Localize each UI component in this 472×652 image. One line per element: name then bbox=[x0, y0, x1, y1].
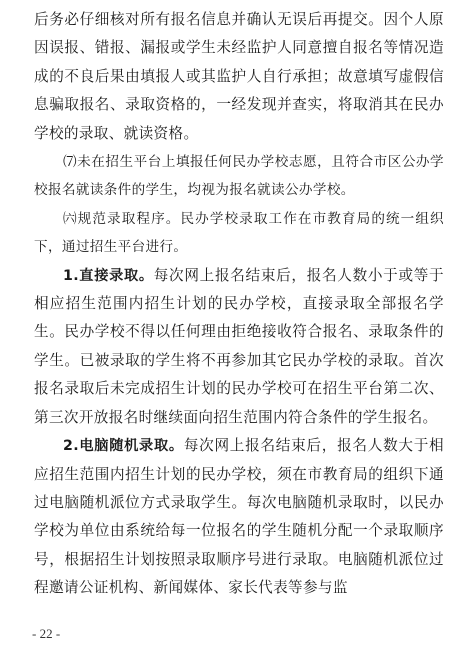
paragraph-text: ⑺未在招生平台上填报任何民办学校志愿，且符合市区公办学校报名就读条件的学生，均视为报名就读公办学校。 bbox=[34, 154, 444, 199]
page-number: - 22 - bbox=[32, 626, 61, 641]
paragraph-text: ㈥规范录取程序。民办学校录取工作在市教育局的统一组织下，通过招生平台进行。 bbox=[34, 210, 444, 256]
paragraph-admission-procedure bbox=[34, 205, 444, 262]
paragraph-lead-heading: 1.直接录取。 bbox=[63, 267, 154, 284]
paragraph-lead-heading: 2.电脑随机录取。 bbox=[63, 438, 184, 455]
document-body bbox=[34, 6, 444, 603]
paragraph-default-public-school bbox=[34, 148, 444, 205]
paragraph-direct-admission bbox=[34, 262, 444, 432]
paragraph-registration-responsibility bbox=[34, 6, 444, 148]
paragraph-text: 每次网上报名结束后，报名人数小于或等于相应招生范围内招生计划的民办学校，直接录取全部报名学生。民办学校不得以任何理由拒绝接收符合报名、录取条件的学生。已被录取的学生将不再参加其它民办学校的录取。首次报名录取后未完成招生计划的民办学校可在招生平台第二次、第三次开放报名时继续面向招生范围内符合条件的学生报名。 bbox=[34, 266, 445, 426]
paragraph-text: 后务必仔细核对所有报名信息并确认无误后再提交。因个人原因误报、错报、漏报或学生未经监护人同意擅自报名等情况造成的不良后果由填报人或其监护人自行承担；故意填写虚假信息骗取报名、录取资格的，一经发现并查实，将取消其在民办学校的录取、就读资格。 bbox=[34, 11, 444, 142]
paragraph-random-admission bbox=[34, 432, 444, 602]
paragraph-text: 每次网上报名结束后，报名人数大于相应招生范围内招生计划的民办学校，须在市教育局的组织下通过电脑随机派位方式录取学生。每次电脑随机录取时，以民办学校为单位由系统给每一位报名的学生随机分配一个录取顺序号，根据招生计划按照录取顺序号进行录取。电脑随机派位过程邀请公证机构、新闻媒体、家长代表等参与监 bbox=[34, 437, 445, 597]
